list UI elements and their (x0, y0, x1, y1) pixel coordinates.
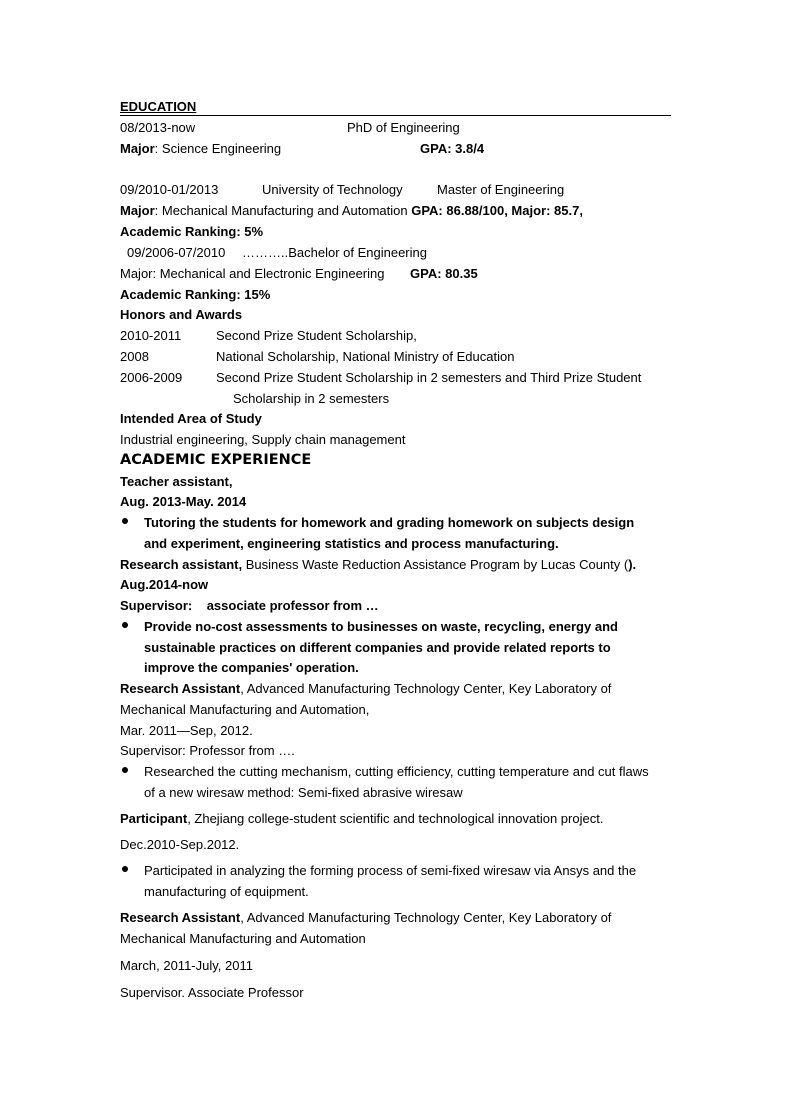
honor-year: 2006-2009 (120, 370, 183, 385)
ra2-bullet-line: of a new wiresaw method: Semi-fixed abrasive wiresaw (144, 785, 463, 800)
participant-title: Participant (120, 811, 188, 826)
study-heading: Intended Area of Study (120, 411, 262, 426)
phd-dates: 08/2013-now (120, 120, 196, 135)
education-heading: EDUCATION (120, 99, 197, 114)
phd-degree: PhD of Engineering (347, 120, 460, 135)
honors-heading: Honors and Awards (120, 307, 243, 322)
bachelor-degree: ………..Bachelor of Engineering (242, 245, 427, 260)
masters-degree: Master of Engineering (437, 182, 565, 197)
masters-ranking: Academic Ranking: 5% (120, 224, 264, 239)
ra1-heading (120, 557, 636, 573)
ra1-bullet-line: Provide no-cost assessments to businesses on waste, recycling, energy and (144, 619, 618, 634)
ra3-heading (120, 910, 611, 926)
bullet-icon (122, 518, 128, 524)
phd-gpa: GPA: 3.8/4 (420, 141, 485, 156)
ra1-supervisor: Supervisor: associate professor from … (120, 598, 379, 613)
masters-major-value: : Mechanical Manufacturing and Automation (154, 203, 412, 218)
honor-text: Second Prize Student Scholarship in 2 semesters and Third Prize Student (216, 370, 642, 385)
honor-text-cont: Scholarship in 2 semesters (233, 391, 390, 406)
ra2-org-cont: Mechanical Manufacturing and Automation, (120, 702, 370, 717)
participant-heading (120, 811, 603, 827)
ra3-org: , Advanced Manufacturing Technology Center, Key Laboratory of (240, 910, 612, 925)
masters-major-label: Major (120, 203, 155, 218)
honor-year: 2008 (120, 349, 149, 364)
ra1-title: Research assistant, (120, 557, 243, 572)
bullet-icon (122, 767, 128, 773)
participant-org: , Zhejiang college-student scientific and technological innovation project. (187, 811, 604, 826)
ra1-dates: Aug.2014-now (120, 577, 209, 592)
bachelor-ranking: Academic Ranking: 15% (120, 287, 271, 302)
academic-heading: ACADEMIC EXPERIENCE (120, 452, 312, 468)
ra1-org: Business Waste Reduction Assistance Program by Lucas County ( (242, 557, 629, 572)
ra2-bullet-line: Researched the cutting mechanism, cutting efficiency, cutting temperature and cut flaws (144, 764, 649, 779)
masters-major (120, 203, 583, 219)
honor-year: 2010-2011 (120, 328, 182, 343)
bullet-icon (122, 866, 128, 872)
ra3-title: Research Assistant (120, 910, 241, 925)
ta-bullet-line: Tutoring the students for homework and grading homework on subjects design (144, 515, 635, 530)
participant-dates: Dec.2010-Sep.2012. (120, 837, 240, 852)
ra2-org: , Advanced Manufacturing Technology Center, Key Laboratory of (240, 681, 612, 696)
masters-gpa: GPA: 86.88/100, Major: 85.7, (411, 203, 583, 218)
participant-bullet-line: manufacturing of equipment. (144, 884, 309, 899)
ra1-org-end: ). (628, 557, 637, 572)
bachelor-gpa: GPA: 80.35 (410, 266, 478, 281)
ra2-dates: Mar. 2011—Sep, 2012. (120, 723, 253, 738)
ra1-bullet-line: improve the companies' operation. (144, 660, 359, 675)
participant-bullet-line: Participated in analyzing the forming process of semi-fixed wiresaw via Ansys and the (144, 863, 637, 878)
ta-dates: Aug. 2013-May. 2014 (120, 494, 247, 509)
ra2-supervisor: Supervisor: Professor from …. (120, 743, 295, 758)
study-text: Industrial engineering, Supply chain management (120, 432, 406, 447)
bachelor-major: Major: Mechanical and Electronic Engineering (120, 266, 385, 281)
bullet-icon (122, 622, 128, 628)
ra2-title: Research Assistant (120, 681, 241, 696)
bachelor-dates: 09/2006-07/2010 (127, 245, 226, 260)
ra3-dates: March, 2011-July, 2011 (120, 958, 253, 973)
masters-school: University of Technology (262, 182, 403, 197)
phd-major (120, 141, 281, 157)
honor-text: National Scholarship, National Ministry of Education (216, 349, 515, 364)
phd-major-value: : Science Engineering (154, 141, 282, 156)
honor-text: Second Prize Student Scholarship, (216, 328, 417, 343)
ta-title: Teacher assistant, (120, 474, 233, 489)
masters-dates: 09/2010-01/2013 (120, 182, 219, 197)
education-rule (120, 115, 671, 116)
ra3-org-cont: Mechanical Manufacturing and Automation (120, 931, 366, 946)
ta-bullet-line: and experiment, engineering statistics and process manufacturing. (144, 536, 559, 551)
ra3-supervisor: Supervisor. Associate Professor (120, 985, 304, 1000)
phd-major-label: Major (120, 141, 155, 156)
ra1-bullet-line: sustainable practices on different companies and provide related reports to (144, 640, 611, 655)
ra2-heading (120, 681, 611, 697)
